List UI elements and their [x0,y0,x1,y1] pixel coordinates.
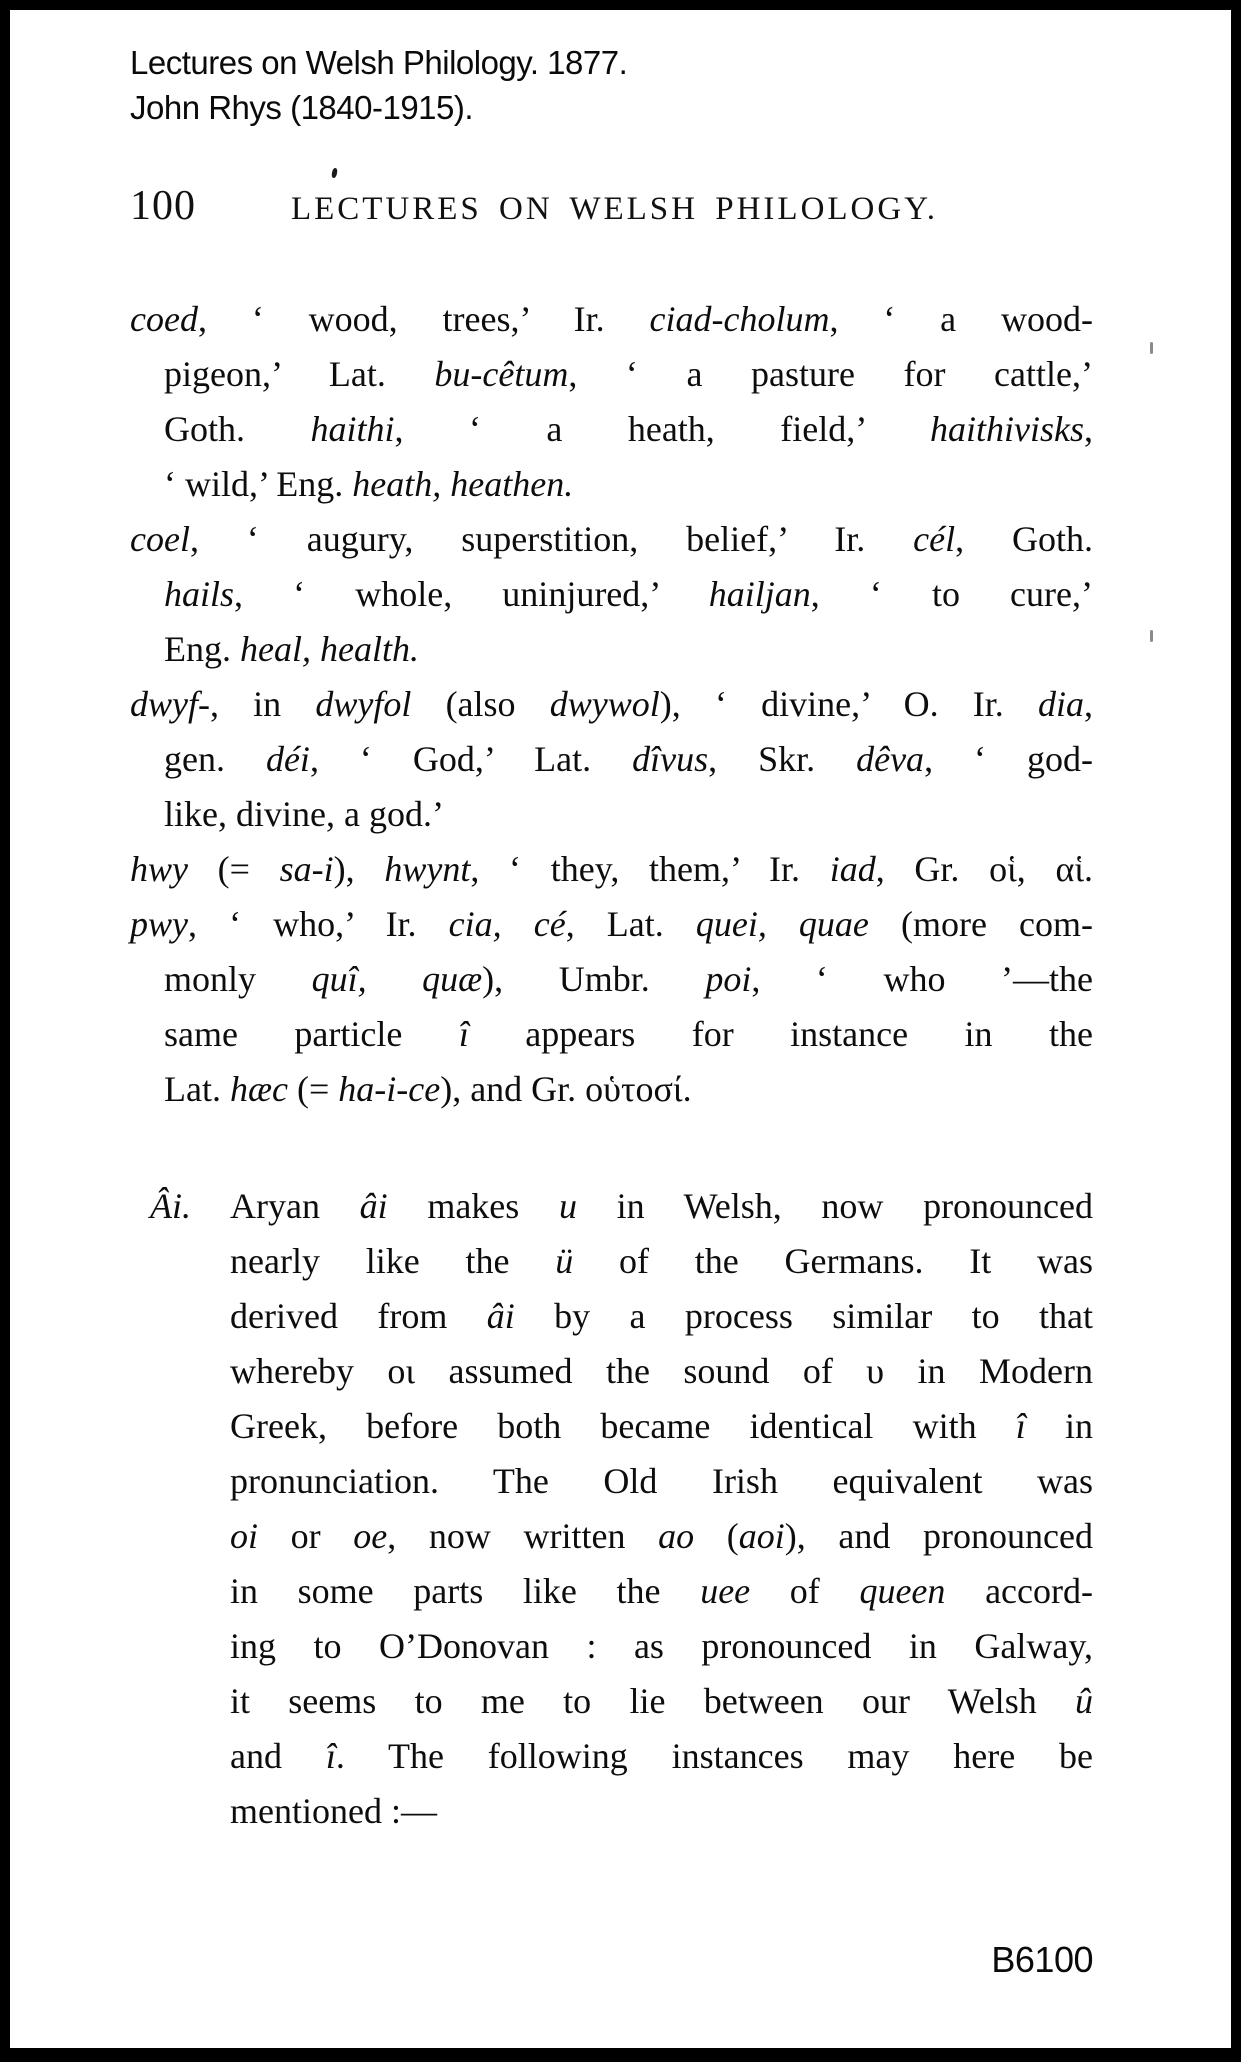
text-line [230,1454,1093,1509]
text-run: accord- [945,1571,1093,1611]
attribution-title: Lectures on Welsh Philology. 1877. [130,44,628,81]
italic-term: hæc [229,1069,288,1109]
italic-term: û [1075,1681,1093,1721]
text-run: , Skr. [708,739,857,779]
ink-speck [331,168,338,179]
text-run: , ‘ god- [924,739,1093,779]
catalog-code: B6100 [991,1939,1093,1980]
italic-term: ao [658,1516,695,1556]
text-line [130,347,1093,402]
text-run: and [230,1736,326,1776]
italic-term: pwy [130,904,188,944]
text-run: , now written [387,1516,659,1556]
italic-term: oe [353,1516,388,1556]
text-run: υ [866,1351,885,1391]
italic-term: u [558,1186,577,1226]
text-line [130,677,1093,732]
italic-term: poi [705,959,752,999]
text-run: or [258,1516,354,1556]
text-run: , [1084,684,1093,724]
text-line [130,1007,1093,1062]
italic-term: ü [555,1241,574,1281]
text-line [230,1619,1093,1674]
italic-term: î [458,1014,469,1054]
scan-edge-mark [1150,342,1153,354]
text-run: makes [387,1186,559,1226]
text-run: assumed the sound of [415,1351,867,1391]
italic-term: quei, quae [695,904,869,944]
attribution-author: John Rhys (1840-1915). [130,89,474,126]
text-run: of [750,1571,860,1611]
text-run: ing to O’Donovan : as pronounced in Galway, [230,1626,1093,1666]
italic-term: cia, cé [448,904,566,944]
text-run: , ‘ a heath, field,’ [394,409,931,449]
text-run: Goth. [164,409,311,449]
text-run: (also [411,684,550,724]
text-line [130,292,1093,347]
text-run: , ‘ God,’ Lat. [309,739,633,779]
text-line [230,1564,1093,1619]
entry-block [130,292,1093,512]
italic-term: ciad-cholum [649,299,830,339]
text-run: , ‘ a wood- [829,299,1093,339]
italic-term: cél [913,519,956,559]
italic-term: coel [130,519,190,559]
text-run: (= [287,1069,339,1109]
text-run: ), ‘ divine,’ O. Ir. [659,684,1038,724]
text-run: , Gr. οἱ, αἱ. [875,849,1094,889]
text-run: like, divine, a god.’ [164,794,444,834]
text-line [230,1289,1093,1344]
text-line [230,1344,1093,1399]
text-run: , Lat. [565,904,696,944]
entry-block [130,897,1093,1117]
italic-term: uee [700,1571,751,1611]
italic-term: heal, health. [240,629,419,669]
section-block [130,1179,1093,1839]
text-run: , ‘ they, them,’ Ir. [470,849,830,889]
text-run: ‘ wild,’ Eng. [164,464,353,504]
text-run: pigeon,’ Lat. [164,354,435,394]
text-run: , ‘ to cure,’ [810,574,1093,614]
italic-term: déi [265,739,310,779]
text-line [230,1399,1093,1454]
italic-term: hailjan [708,574,811,614]
page-header [130,182,1093,230]
text-run: (= [188,849,280,889]
text-run: it seems to me to lie between our Welsh [230,1681,1075,1721]
italic-term: haithivisks [930,409,1084,449]
attribution-block [130,40,1101,130]
text-run: οι [387,1351,416,1391]
text-line [230,1509,1093,1564]
text-line [130,732,1093,787]
italic-term: aoi [738,1516,785,1556]
italic-term: î [325,1736,336,1776]
text-run: in Welsh, now pronounced [576,1186,1094,1226]
text-line [130,402,1093,457]
italic-term: âi [359,1186,388,1226]
text-run: ), and Gr. οὑτοσί. [440,1069,692,1109]
italic-term: dwywol [549,684,660,724]
italic-term: dêva [856,739,925,779]
italic-term: dîvus [632,739,709,779]
text-run: mentioned :— [230,1791,437,1831]
page-body [130,292,1093,1839]
text-run: Lat. [164,1069,230,1109]
entry-block [130,842,1093,897]
italic-term: haithi [310,409,395,449]
text-line [230,1234,1093,1289]
italic-term: âi [486,1296,515,1336]
italic-term: ha-i-ce [338,1069,441,1109]
text-line [130,897,1093,952]
italic-term: hwynt [384,849,471,889]
text-line [230,1729,1093,1784]
italic-term: hails [164,574,235,614]
text-run: , ‘ augury, superstition, belief,’ Ir. [189,519,914,559]
italic-term: sa-i [279,849,334,889]
text-run: of the Germans. It was [573,1241,1093,1281]
text-line [130,1062,1093,1117]
text-run: , Goth. [955,519,1093,559]
text-run: , ‘ a pasture for cattle,’ [568,354,1093,394]
text-run: (more com- [868,904,1093,944]
text-run: , ‘ who,’ Ir. [188,904,449,944]
italic-term: iad [829,849,876,889]
text-line [130,512,1093,567]
text-run: in Modern [884,1351,1093,1391]
page-number: 100 [130,183,196,229]
italic-term: queen [859,1571,946,1611]
italic-term: quî, quæ [311,959,483,999]
text-run: Aryan [230,1186,360,1226]
text-run: Eng. [164,629,240,669]
text-line [130,787,1093,842]
text-line [230,1674,1093,1729]
italic-term: hwy [130,849,188,889]
text-run: Greek, before both became identical with [230,1406,1016,1446]
text-run: nearly like the [230,1241,556,1281]
text-run: , ‘ whole, uninjured,’ [234,574,709,614]
text-run: appears for instance in the [468,1014,1093,1054]
text-run: in some parts like the [230,1571,701,1611]
scan-edge-mark [1150,630,1153,642]
text-run: same particle [164,1014,459,1054]
text-run: , ‘ who ’—the [751,959,1093,999]
section-label: Âi. [150,1186,191,1226]
text-run: , in [209,684,316,724]
text-run: derived from [230,1296,487,1336]
text-line [130,842,1093,897]
text-line [230,1179,1093,1234]
italic-term: dia [1037,684,1084,724]
text-line [130,622,1093,677]
text-run: by a process similar to that [514,1296,1093,1336]
entry-block [130,512,1093,677]
text-line [130,952,1093,1007]
text-run: , [1084,409,1093,449]
text-run: gen. [164,739,266,779]
italic-term: î [1015,1406,1026,1446]
text-run: ), Umbr. [482,959,706,999]
entry-block [130,677,1093,842]
text-run: ( [694,1516,739,1556]
text-run: pronunciation. The Old Irish equivalent was [230,1461,1093,1501]
italic-term: oi [230,1516,259,1556]
text-run: ), and pronounced [784,1516,1093,1556]
italic-term: bu-cêtum [434,354,569,394]
italic-term: dwyfol [315,684,412,724]
italic-term: coed [130,299,198,339]
text-line [130,457,1093,512]
italic-term: dwyf- [130,684,210,724]
book-page [10,10,1231,2048]
text-run: in [1025,1406,1093,1446]
running-title: LECTURES ON WELSH PHILOLOGY. [290,191,939,227]
text-run: , ‘ wood, trees,’ Ir. [197,299,650,339]
text-line [130,567,1093,622]
text-run: whereby [230,1351,388,1391]
text-run: monly [164,959,312,999]
text-run: ), [333,849,385,889]
text-run: . The following instances may here be [335,1736,1093,1776]
text-line [230,1784,1093,1839]
italic-term: heath, heathen. [352,464,574,504]
